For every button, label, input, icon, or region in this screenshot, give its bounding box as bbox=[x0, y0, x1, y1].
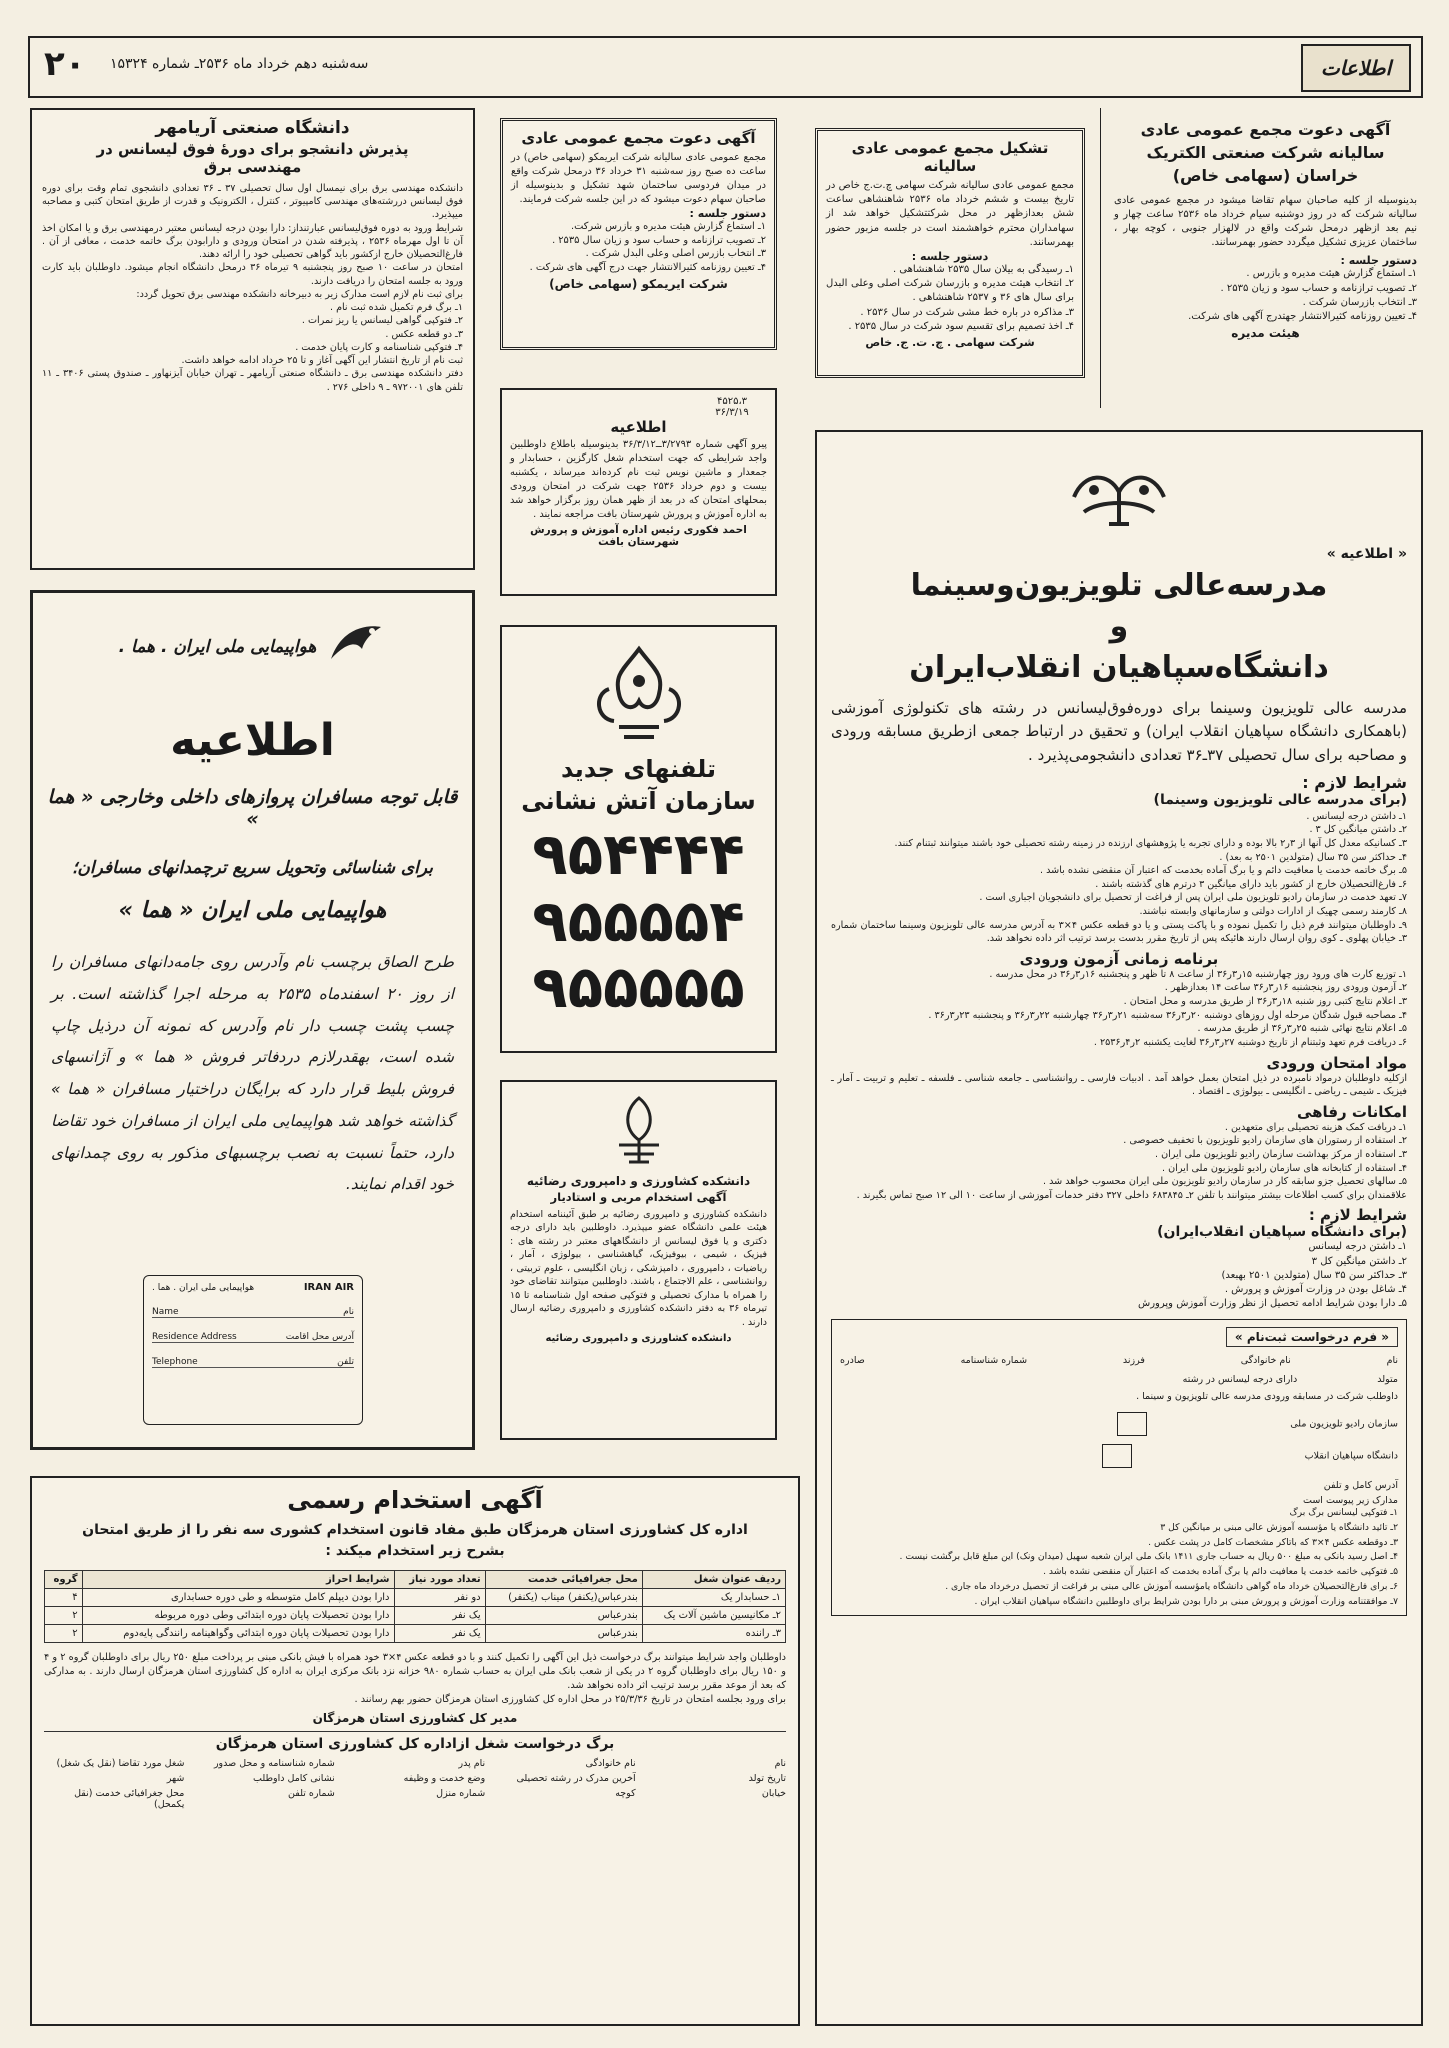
homa-tag-header bbox=[152, 1282, 354, 1293]
form-field-label[interactable]: نشانی کامل داوطلب bbox=[253, 1772, 335, 1784]
ad-rezaieh bbox=[500, 1080, 777, 1440]
hormozgan-title: آگهی استخدام رسمی bbox=[287, 1486, 543, 1514]
col-header: تعداد مورد نیاز bbox=[394, 1571, 485, 1589]
form-field-label[interactable]: محل جغرافیائی خدمت (نقل یکمحل) bbox=[74, 1787, 185, 1810]
ad-aryamehr-subtitle: پذیرش دانشجو برای دورۀ فوق لیسانس در مهندسی برق bbox=[96, 140, 409, 176]
table-header-row bbox=[45, 1571, 786, 1589]
table-cell: ۲ـ مکانیسین ماشین آلات یک bbox=[642, 1607, 785, 1625]
tv-subjects-title: مواد امتحان ورودی bbox=[1266, 1053, 1407, 1072]
form-field-label[interactable]: نام bbox=[774, 1757, 786, 1769]
tv-sched-title: برنامه زمانی آزمون ورودی bbox=[1019, 949, 1219, 968]
fire-phone-3[interactable]: ۹۵۵۵۵۵ bbox=[532, 953, 745, 1022]
homa-baggage-tag bbox=[143, 1275, 363, 1425]
homa-bird-icon bbox=[326, 619, 386, 675]
ad-khorasan-agenda: ۱ـ استماع گزارش هیئت مدیره و بازرس . ۲ـ تصویب ترازنامه و حساب سود و زیان ۲۵۳۵ . ۳ـ انتخاب بازرسان شرکت . ۴ـ تعیین روزنامه کثیرالانتشار جهتدرج آگهی های شرکت. bbox=[1188, 268, 1417, 322]
form-field-label[interactable]: فرزند bbox=[1122, 1355, 1145, 1367]
table-cell: دارا بودن تحصیلات پایان دوره ابتدائی وگواهینامه رانندگی پایه‌دوم bbox=[82, 1625, 394, 1643]
ad-iremko-title: آگهی دعوت مجمع عمومی عادی bbox=[521, 129, 756, 147]
homa-tag-field bbox=[152, 1307, 354, 1318]
homa-body: طرح الصاق برچسب نام وآدرس روی جامه‌دانهای مسافران را از روز ۲۰ اسفندماه ۲۵۳۵ به مرحله اجرا گذاشته است. بر چسب پشت چسب دار نام وآدرس که نمونه آن درذیل چاپ شده است، بهقدرلازم دردفاتر فروش « هما » و آژانسهای فروش بلیط قرار دارد که برایگان دراختیار مسافران « هما » گذاشته خواهد شد هواپیمایی ملی ایران از مسافران خود تقاضا دارد، حتماً نسبت به نصب برچسبهای مذکور به روی چمدانهای خود اقدام نمایند. bbox=[51, 953, 455, 1194]
homa-tag-brand-en: IRAN AIR bbox=[303, 1282, 354, 1293]
form-field-label[interactable]: نام bbox=[1386, 1355, 1398, 1367]
logo-text: اطلاعات bbox=[1320, 56, 1392, 80]
ad-ch-ch-body: مجمع عمومی عادی ساليانه شرکت سهامی چ.ت.ج خاص در تاریخ بیست و ششم خرداد ماه ۲۵۳۶ شاهنشاهی ساعت شش بعدازظهر در محل شرکتتشکیل خواهد شد از سهامداران محترم خواهشمند است در جلسه مزبور حضور بهمرسانند. bbox=[826, 180, 1074, 248]
table-cell: بندرعباس bbox=[485, 1625, 642, 1643]
ad-baft-title: اطلاعیه bbox=[610, 418, 667, 436]
form-field-label[interactable]: خیابان bbox=[761, 1787, 786, 1799]
hormozgan-form-title: برگ درخواست شغل ازاداره کل کشاورزی استان هرمزگان bbox=[44, 1731, 786, 1752]
column-divider bbox=[1100, 108, 1101, 408]
tv-form-row bbox=[840, 1374, 1398, 1385]
form-field-label[interactable]: نام پدر bbox=[458, 1757, 486, 1769]
tv-req-title: شرایط لازم : bbox=[1302, 772, 1407, 792]
table-row bbox=[45, 1607, 786, 1625]
newspaper-logo bbox=[1301, 44, 1411, 92]
ad-ch-ch-signature: شرکت سهامی . چ. ت. ج. خاص bbox=[865, 335, 1035, 349]
form-option-label: سازمان رادیو تلویزیون ملی bbox=[1290, 1418, 1398, 1430]
form-field-label[interactable]: نام خانوادگی bbox=[1240, 1355, 1291, 1367]
ad-aryamehr-body: دانشکده مهندسی برق برای نیمسال اول سال تحصیلی ۳۷ ـ ۳۶ تعدادی دانشجوی تمام وقت برای دوره فوق لیسانس دررشته‌های مهندسی کامپیوتر ، کنترل ، الکترونیک و قدرت از طریق امتحان کتبی و مصاحبه میپذیرد. شرایط ورود به دوره فوق‌لیسانس عبارتنداز: دارا بودن درجه لیسانس معتبر درمهندسی برق و یا امکان اخذ آن تا اول مهرماه ۲۵۳۶ ، پذیرفته شدن در امتحان ورودی و دارابودن برگ خاتمه خدمت ، معافی از آن . فارغ‌التحصیلان خارج ازکشور باید گواهی تحصیلی خود را ارائه دهند. امتحان در ساعت ۱۰ صبح روز پنجشنبه ۹ تیرماه ۳۶ درمحل دانشگاه انجام میشود. داوطلبان باید کارت ورود به جلسه امتحان را دریافت دارند. برای ثبت نام لازم است مدارک زیر به دبیرخانه دانشکده مهندسی برق تحویل گردد: ۱ـ برگ فرم تکمیل شده ثبت نام . ۲ـ فتوکپی گواهی لیسانس یا ریز نمرات . ۳ـ دو قطعه عکس . ۴ـ فتوکپی شناسنامه و کارت پایان خدمت . ثبت نام از تاریخ انتشار این آگهی آغاز و تا ۲۵ خرداد ادامه خواهد داشت. دفتر دانشکده مهندسی برق ـ دانشگاه صنعتی آریامهر ـ تهران خیابان آیزنهاور ـ صندوق پستی ۳۴۰۶ ـ ۱۱ تلفن های ۹۷۲۰۰۱ ـ ۹ داخلی ۲۷۶ . bbox=[42, 183, 464, 393]
tv-title1: مدرسه‌عالی تلویزیون‌وسینما bbox=[910, 568, 1328, 603]
tv-subjects: ازکلیه داوطلبان درمواد نامبرده در ذیل امتحان بعمل خواهد آمد . ادبیات فارسی ـ روانشناسی ـ جامعه شناسی ـ فلسفه ـ تعلیم و تربیت ـ آمار ـ فیزیک ـ شیمی ـ ریاضی ـ انگلیسی ـ بیولوژی ـ اقتصاد . bbox=[831, 1072, 1407, 1098]
rezaieh-body: دانشکده کشاورزی و دامپروری رضائیه بر طبق آئیننامه استخدام هیئت علمی دانشگاه عضو میپذیرد. داوطلبین باید دارای درجه دکتری و یا فوق لیسانس از دانشگاههای معتبر در رشته های : فیزیک ، شیمی ، بیوفیزیک، گیاهشناسی ، بیولوژی ، آمار ، ریاضیات ، دامپروری ، دامپزشکی ، زبان انگلیسی ، علوم تربیتی ، روانشناسی ، علم الاجتماع ، باشند. داوطلبین میتوانند تقاضای خود را همراه با مدارک تحصیلی و فتوکپی صفحه اول شناسنامه تا ۱۵ تیرماه ۳۶ به دفتر دانشکده کشاورزی و دامپروری رضائیه ارسال دارند . bbox=[510, 1209, 767, 1328]
col-header: شرایط احراز bbox=[82, 1571, 394, 1589]
form-field-label[interactable]: شماره شناسنامه و محل صدور bbox=[213, 1757, 335, 1769]
tv-welfare-title: امکانات رفاهی bbox=[1296, 1102, 1407, 1121]
ad-khorasan-body: بدینوسیله از کلیه صاحبان سهام تقاضا میشود در مجمع عمومی عادی ساليانه شرکت که در روز دوشنبه سیام خرداد ماه ۲۵۳۶ ساعت چهار و نیم بعد ازظهر درمحل شرکت واقع در لالهزار جنوبی ، کوچه بهار ، ساختمان عزیزی تشکیل میگردد حضور بهمرسانند. bbox=[1114, 194, 1417, 249]
form-option-label: دانشگاه سپاهیان انقلاب bbox=[1304, 1450, 1398, 1462]
tv-req-sub: (برای مدرسه عالی تلویزیون وسینما) bbox=[1153, 791, 1407, 808]
ad-ch-ch-title: تشکیل مجمع عمومی عادی ساليانه bbox=[851, 139, 1049, 175]
col-header: گروه bbox=[45, 1571, 83, 1589]
table-cell: دو نفر bbox=[394, 1589, 485, 1607]
tv-form-option[interactable] bbox=[840, 1444, 1398, 1468]
rezaieh-title: دانشکده کشاورزی و دامپروری رضائیه bbox=[526, 1174, 751, 1188]
form-field-label[interactable]: نام خانوادگی bbox=[585, 1757, 636, 1769]
tv-label: « اطلاعیه » bbox=[1326, 546, 1407, 562]
hormozgan-notes: داوطلبان واجد شرایط میتوانند برگ درخواست ذیل این آگهی را تکمیل کنند و با دو قطعه عکس ۴×۳ خود همراه با فیش بانکی مبنی بر پرداخت مبلغ ۲۵۰ ریال برای داوطلبان گروه ۲ و ۴ و ۱۵۰ ریال برای داوطلبان گروه ۲ در یکی از شعب بانک ملی ایران به حساب شماره ۹۸۰ خزانه نزد بانک مرکزی ایران به اداره کل کشاورزی استان هرمزگان ارسال دارند . به مدارکی که بعد از موعد مقرر برسد ترتیب اثر داده نخواهد شد. برای ورود بجلسه امتحان در تاریخ ۲۵/۳/۳۶ در محل اداره کل کشاورزی استان هرمزگان حضور بهم رسانند . bbox=[44, 1652, 786, 1705]
table-cell: بندرعباس bbox=[485, 1607, 642, 1625]
tag-field-fa: نام bbox=[343, 1307, 354, 1317]
rezaieh-signature: دانشکده کشاورزی و دامپروری رضائیه bbox=[545, 1333, 732, 1345]
hormozgan-signature: مدیر کل کشاورزی استان هرمزگان bbox=[312, 1710, 518, 1725]
option-checkbox[interactable] bbox=[1117, 1412, 1147, 1436]
tv-form-row bbox=[840, 1355, 1398, 1366]
ad-iremko-agenda-title: دستور جلسه : bbox=[689, 206, 766, 220]
tag-field-en: Name bbox=[152, 1307, 179, 1317]
ad-baft bbox=[500, 388, 777, 596]
tag-field-fa: تلفن bbox=[337, 1357, 354, 1367]
hormozgan-jobs-table bbox=[44, 1570, 786, 1643]
fire-phone-1[interactable]: ۹۵۴۴۴۴ bbox=[532, 820, 745, 888]
page-header bbox=[28, 36, 1423, 98]
tv-req2-sub: (برای دانشگاه سپاهیان انقلاب‌ایران) bbox=[1157, 1224, 1407, 1241]
form-field-label[interactable]: تاریخ تولد bbox=[748, 1772, 786, 1784]
hormozgan-form bbox=[44, 1758, 786, 1810]
ad-ch-ch-agenda-title: دستور جلسه : bbox=[911, 249, 989, 263]
table-cell: بندرعباس(یکنفر) میناب (یکنفر) bbox=[485, 1589, 642, 1607]
tv-req-list: ۱ـ داشتن درجه لیسانس . ۲ـ داشتن میانگین کل ۳ . ۳ـ کسانیکه معدل کل آنها از ۳ر۲ بالا بوده و دارای تجربه یا پژوهشهای ارزنده در زمینه رشته تحصیلی خود باشند میتوانند ثبتنام کنند. ۴ـ حداکثر سن ۳۵ سال (متولدین ۲۵۰۱ به بعد) . ۵ـ برگ خاتمه خدمت یا معافیت دائم و یا برگ آماده بخدمت که اعتبار آن منقضی نشده باشد . ۶ـ فارغ‌التحصیلان خارج از کشور باید دارای میانگین ۳ درترم های گذشته باشند . ۷ـ تعهد خدمت در سازمان رادیو تلویزیون ملی ایران پس از فراغت از تحصیل برای دانشجویان اجباری است . ۸ـ کارمند رسمی چهیک از ادارات دولتی و سازمانهای وابسته نباشند. ۹ـ داوطلبان میتوانند فرم ذیل را تکمیل نموده و با پاکت پستی و یا دو قطعه عکس ۴×۳ به آدرس مدرسه عالی تلویزیون وسینما ساختمان شماره ۳ـ خیابان پهلوی ـ کوی روان ارسال دارند هائیکه پس از تاریخ مقرر بدست برسد ترتیب اثر داده نخواهد شد. bbox=[831, 810, 1408, 945]
form-field-label[interactable]: متولد bbox=[1377, 1374, 1398, 1386]
homa-line1: برای شناسائی وتحویل سریع ترچمدانهای مسافران؛ bbox=[71, 858, 434, 878]
tv-title2: دانشگاه‌سپاهیان انقلاب‌ایران bbox=[909, 650, 1329, 685]
tv-form-option[interactable] bbox=[840, 1412, 1398, 1436]
homa-line2: هواپیمایی ملی ایران « هما » bbox=[118, 898, 387, 923]
tv-form-docs-title: مدارک زیر پیوست است bbox=[1303, 1495, 1398, 1507]
table-cell: ۲ bbox=[45, 1625, 83, 1643]
form-field-label[interactable]: دارای درجه لیسانس در رشته bbox=[1182, 1374, 1298, 1386]
ad-tv-cinema bbox=[815, 430, 1423, 2026]
tv-sched-list: ۱ـ توزیع کارت های ورود روز چهارشنبه ۱۵ر۳ر۳۶ از ساعت ۸ تا ظهر و پنجشنبه ۱۶ر۳ر۳۶ در محل مدرسه . ۲ـ آزمون ورودی روز پنجشنبه ۱۶ر۳ر۳۶ ساعت ۱۴ بعدازظهر . ۳ـ اعلام نتایج کتبی روز شنبه ۱۸ر۳ر۳۶ از طریق مدرسه و محل امتحان . ۴ـ مصاحبه قبول شدگان مرحله اول روزهای دوشنبه ۲۰ر۳ر۳۶ سه‌شنبه ۲۱ر۳ر۳۶ چهارشنبه ۲۲ر۳ر۳۶ و پنجشنبه ۲۳ر۳ر۳۶ . ۵ـ اعلام نتایج نهائی شنبه ۲۵ر۳ر۳۶ از طریق مدرسه . ۶ـ دریافت فرم تعهد وثبتنام از تاریخ دوشنبه ۲۷ر۳ر۳۶ لغایت یکشنبه ۲ر۴ر۲۵۳۶ . bbox=[928, 968, 1407, 1048]
ad-khorasan-agenda-title: دستور جلسه : bbox=[1340, 254, 1417, 268]
rezaieh-emblem-icon bbox=[510, 1090, 767, 1174]
tv-form-docs: ۱ـ فتوکپی لیسانس برگ برگ ۲ـ تائید دانشگاه یا مؤسسه آموزش عالی مبنی بر میانگین کل ۳ ۳ـ دوقطعه عکس ۴×۳ که باتاکر مشخصات کامل در پشت عکس . ۴ـ اصل رسید بانکی به مبلغ ۵۰۰ ریال به حساب جاری ۱۴۱۱ بانک ملی ایران شعبه سهیل (میدان ونک) این مبلغ قابل برگشت نیست . ۵ـ فتوکپی خاتمه خدمت یا معافیت دائم یا برگ آماده بخدمت که اعتبار آن منقضی نشده باشد . ۶ـ برای فارغ‌التحصیلان خرداد ماه گواهی دانشگاه یامؤسسه آموزش عالی مبنی بر فراغت از تحصیل درخرداد ماه جاری . ۷ـ موافقتنامه وزارت آموزش و پرورش مبنی بر دارا بودن شرایط برای داوطلبین دانشگاه سپاهیان انقلاب ایران . bbox=[899, 1507, 1398, 1607]
col-header: ردیف عنوان شغل bbox=[642, 1571, 785, 1589]
tv-form-addr[interactable]: آدرس کامل و تلفن bbox=[1323, 1480, 1398, 1492]
form-field-label[interactable]: شماره تلفن bbox=[288, 1787, 335, 1799]
ad-baft-body: پیرو آگهی شماره ۳/۲۷۹۳ــ۳۶/۳/۱۲ بدینوسیله باطلاع داوطلبین واجد شرایطی که جهت استخدام شغل کارگزین ، حسابدار و جمعدار و ماشین نویس ثبت نام کرده‌اند میرساند ، یکشنبه بیست و دوم خرداد ۲۵۳۶ جهت شرکت در امتحان ورودی بمحلهای امتحان که در بعد از ظهر همان روز برگزار خواهد شد به اداره آموزش و پرورش شهرستان بافت مراجعه نمایند . bbox=[510, 439, 768, 520]
tv-registration-form bbox=[831, 1319, 1407, 1616]
form-field-label[interactable]: کوچه bbox=[615, 1787, 636, 1799]
form-field-label[interactable]: آخرین مدرک در رشته تحصیلی bbox=[516, 1772, 636, 1784]
table-cell: ۴ bbox=[45, 1589, 83, 1607]
tv-welfare: ۱ـ دریافت کمک هزینه تحصیلی برای متعهدین . ۲ـ استفاده از رستوران های سازمان رادیو تلویزیون با تخفیف خصوصی . ۳ـ استفاده از مرکز بهداشت سازمان رادیو تلویزیون ملی ایران . ۴ـ استفاده از کتابخانه های سازمان رادیو تلویزیون ملی ایران . ۵ـ سالهای تحصیل جزو سابقه کار در سازمان رادیو تلویزیون ملی ایران محسوب خواهد شد . علاقمندان برای کسب اطلاعات بیشتر میتوانند با تلفن ۲ـ ۶۸۳۸۴۵ داخلی ۳۲۷ دفتر خدمات آموزشی از ساعت ۱۰ الی ۱۲ صبح تماس بگیرند . bbox=[856, 1121, 1407, 1201]
tv-req2-title: شرایط لازم : bbox=[1308, 1206, 1407, 1225]
fire-heading: تلفنهای جدید bbox=[560, 755, 717, 783]
form-field-label[interactable]: شماره منزل bbox=[436, 1787, 486, 1799]
form-field-label[interactable]: شغل مورد تقاضا (نقل یک شغل) bbox=[56, 1757, 185, 1769]
tv-title-and: و bbox=[1109, 609, 1129, 644]
ad-hormozgan bbox=[30, 1476, 800, 2026]
table-cell: یک نفر bbox=[394, 1607, 485, 1625]
table-cell: دارا بودن تحصیلات پایان دوره ابتدائی وطی دوره مربوطه bbox=[82, 1607, 394, 1625]
fire-phone-2[interactable]: ۹۵۵۵۵۴ bbox=[532, 886, 745, 955]
hormozgan-subtitle: اداره کل کشاورزی استان هرمزگان طبق مفاد قانون استخدام کشوری سه نفر را از طریق امتحان بشرح زیر استخدام میکند : bbox=[82, 1522, 748, 1559]
date-line: سه‌شنبه دهم خرداد ماه ۲۵۳۶ـ شماره ۱۵۳۲۴ bbox=[110, 56, 369, 72]
fire-org: سازمان آتش نشانی bbox=[521, 787, 756, 815]
ad-iremko-signature: شرکت ایریمکو (سهامی خاص) bbox=[549, 277, 728, 292]
ad-khorasan-signature: هیئت مدیره bbox=[1231, 326, 1300, 341]
table-cell: ۱ـ حسابدار یک bbox=[642, 1589, 785, 1607]
option-checkbox[interactable] bbox=[1102, 1444, 1132, 1468]
table-cell: ۳ـ راننده bbox=[642, 1625, 785, 1643]
table-row bbox=[45, 1589, 786, 1607]
ad-fire bbox=[500, 625, 777, 1053]
tv-form-title: « فرم درخواست ثبت‌نام » bbox=[1226, 1327, 1398, 1347]
ad-aryamehr-title: دانشگاه صنعتی آریامهر bbox=[155, 118, 350, 138]
homa-brand-row bbox=[47, 619, 458, 675]
rezaieh-subtitle: آگهی استخدام مربی و استادیار bbox=[550, 1190, 727, 1204]
form-field-label[interactable]: شهر bbox=[166, 1772, 185, 1784]
homa-tag-brand-fa: هواپیمایی ملی ایران . هما . bbox=[152, 1282, 255, 1293]
table-cell: دارا بودن دیپلم کامل متوسطه و طی دوره حسابداری bbox=[82, 1589, 394, 1607]
page-number: ۲۰ bbox=[44, 44, 86, 84]
tv-intro: مدرسه عالی تلویزیون وسینما برای دوره‌فوق‌لیسانس در رشته های تکنولوژی آموزشی (باهمکاری دانشگاه سپاهیان انقلاب ایران) و تحقیق در ارتباط جمعی ازطریق مسابقه ورودی و مصاحبه برای سال تحصیلی ۳۷ـ۳۶ تعدادی دانشجومی‌پذیرد . bbox=[831, 699, 1407, 764]
ad-ch-ch bbox=[815, 128, 1085, 378]
tag-field-en: Residence Address bbox=[152, 1332, 237, 1342]
table-row bbox=[45, 1625, 786, 1643]
tv-req2-list: ۱ـ داشتن درجه لیسانس ۲ـ داشتن میانگین کل ۳ ۳ـ حداکثر سن ۳۵ سال (متولدین ۲۵۰۱ بهبعد) ۴ـ شاغل بودن در وزارت آموزش و پرورش . ۵ـ دارا بودن شرایط ادامه تحصیل از نظر وزارت آموزش وپرورش bbox=[1138, 1241, 1407, 1310]
ad-iremko bbox=[500, 118, 777, 350]
table-cell: یک نفر bbox=[394, 1625, 485, 1643]
fire-emblem-icon bbox=[510, 639, 767, 753]
form-field-label[interactable]: صادره bbox=[840, 1355, 865, 1367]
homa-tag-field bbox=[152, 1357, 354, 1368]
homa-title: اطلاعیه bbox=[170, 715, 335, 766]
form-field-label[interactable]: وضع خدمت و وظیفه bbox=[403, 1772, 486, 1784]
ad-ch-ch-agenda: ۱ـ رسیدگی به بیلان سال ۲۵۳۵ شاهنشاهی . ۲ـ انتخاب هیئت مدیره و بازرسان شرکت اصلی وعلی البدل برای سال های ۳۶ و ۲۵۳۷ شاهنشاهی . ۳ـ مذاکره در باره خط مشی شرکت در سال ۲۵۳۶ . ۴ـ اخذ تصمیم برای تقسیم سود شرکت در سال ۲۵۳۵ . bbox=[826, 263, 1074, 332]
tv-emblem-icon bbox=[831, 462, 1407, 536]
ad-khorasan bbox=[1108, 112, 1423, 402]
tag-field-en: Telephone bbox=[152, 1357, 198, 1367]
ad-khorasan-title: آگهی دعوت مجمع عمومی عادی ساليانه شرکت صنعتی الکتریک خراسان (سهامی خاص) bbox=[1140, 120, 1391, 186]
ad-aryamehr bbox=[30, 108, 475, 570]
col-header: محل جغرافیائی خدمت bbox=[485, 1571, 642, 1589]
ad-baft-ref: ۴۵۲۵،۳ ۳۶/۳/۱۹ bbox=[715, 396, 749, 418]
ad-homa bbox=[30, 590, 475, 1450]
ad-baft-signature: احمد فکوری رئیس اداره آموزش و پرورش شهرستان بافت bbox=[530, 524, 747, 549]
ad-iremko-agenda: ۱ـ استماع گزارش هیئت مدیره و بازرس شرکت. ۲ـ تصویب ترازنامه و حساب سود و زیان سال ۲۵۳۵ . ۳ـ انتخاب بازرس اصلی وعلی البدل شرکت . ۴ـ تعیین روزنامه کثیرالانتشار جهت درج آگهی های شرکت . bbox=[529, 220, 766, 274]
homa-brand: هواپیمایی ملی ایران . هما . bbox=[118, 637, 317, 657]
table-cell: ۲ bbox=[45, 1607, 83, 1625]
tag-field-fa: آدرس محل اقامت bbox=[285, 1332, 354, 1342]
homa-subtitle: قابل توجه مسافران پروازهای داخلی وخارجی « هما » bbox=[47, 786, 458, 830]
tv-form-apply: داوطلب شرکت در مسابقه ورودی مدرسه عالی تلویزیون و سینما . bbox=[1136, 1391, 1398, 1403]
homa-tag-field bbox=[152, 1332, 354, 1343]
ad-iremko-body: مجمع عمومی عادی ساليانه شرکت ایریمکو (سهامی خاص) در ساعت ده صبح روز سه‌شنبه ۳۱ خرداد ۳۶ درمحل شرکت واقع در میدان فردوسی ساختمان شهد تشکیل و بدینوسیله از صاحبان سهام دعوت میشود که در این جلسه شرکت فرمایند. bbox=[511, 152, 766, 205]
form-field-label[interactable]: شماره شناسنامه bbox=[960, 1355, 1028, 1367]
